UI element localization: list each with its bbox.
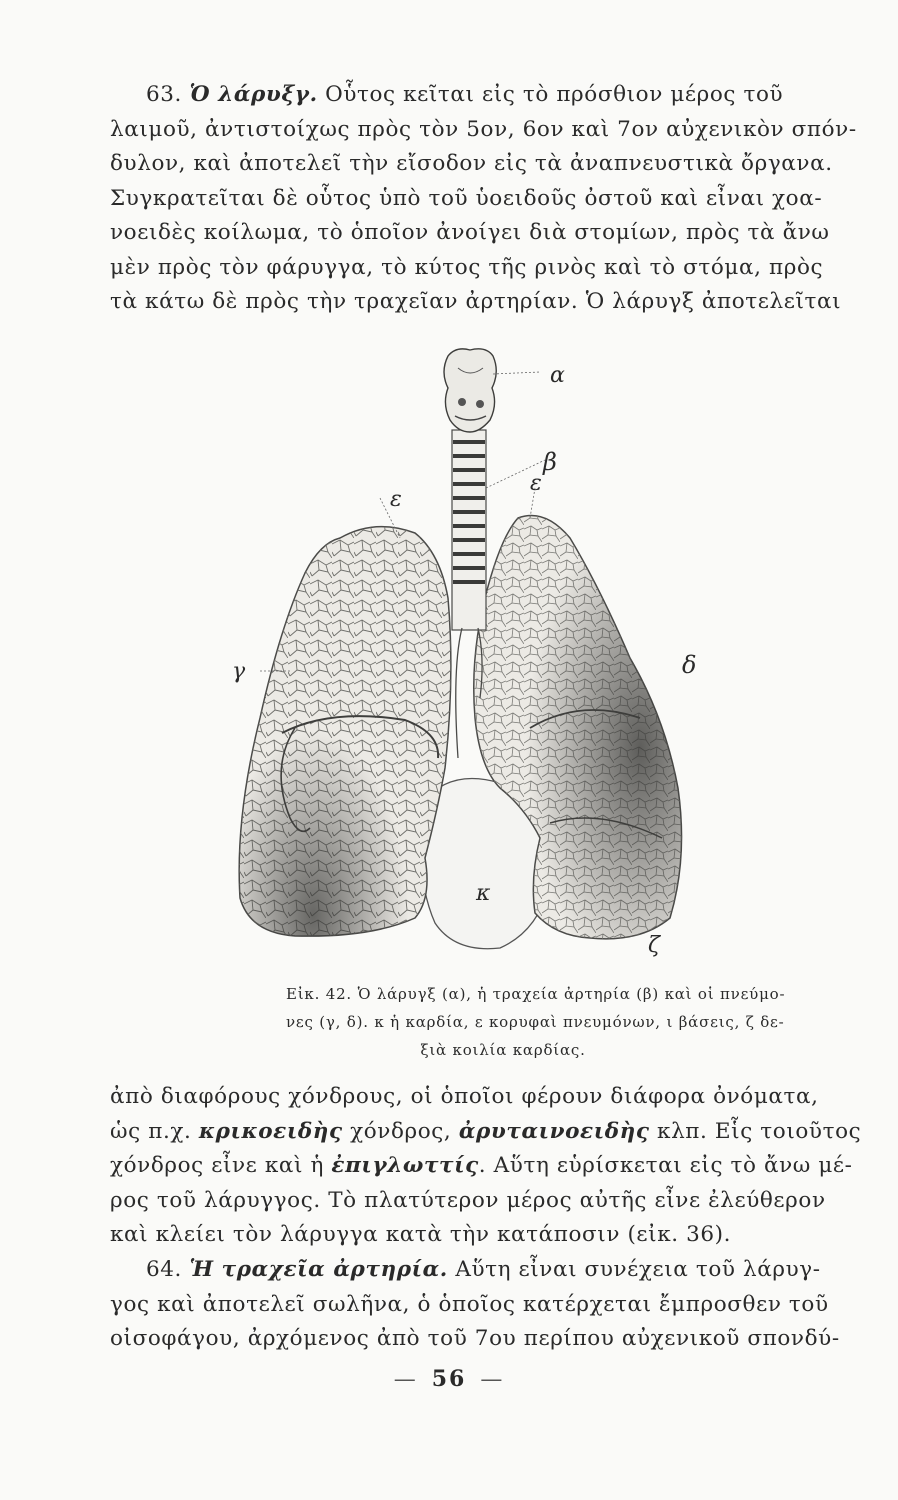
section-number: 64. bbox=[146, 1257, 182, 1282]
text-span: χόνδρος, bbox=[342, 1118, 459, 1144]
text-line: οἰσοφάγου, ἀρχόμενος ἀπὸ τοῦ 7ου περίπου αὐχενικοῦ σπονδύ- bbox=[110, 1326, 840, 1351]
text-line: καὶ κλείει τὸν λάρυγγα κατὰ τὴν κατάποσιν (εἰκ. 36). bbox=[110, 1222, 732, 1247]
text-span: κλπ. Εἷς τοιοῦτος bbox=[649, 1118, 862, 1144]
page-dash-right: — bbox=[480, 1367, 505, 1392]
label-epsilon-left: ε bbox=[390, 487, 402, 512]
page-number bbox=[0, 1366, 898, 1392]
label-epsilon-right: ε bbox=[530, 471, 542, 496]
caption-line: ξιὰ κοιλία καρδίας. bbox=[420, 1041, 586, 1059]
label-beta: β bbox=[543, 448, 557, 476]
label-alpha: α bbox=[550, 363, 565, 388]
term-arytenoid: ἀρυταινοειδὴς bbox=[458, 1118, 650, 1144]
left-lung bbox=[239, 527, 451, 937]
section-title: Ἡ τραχεῖα ἀρτηρία. bbox=[189, 1257, 448, 1282]
text-span: ὡς π.χ. bbox=[110, 1118, 199, 1144]
text-span: Αὕτη εἶναι συνέχεια τοῦ λάρυγ- bbox=[455, 1257, 821, 1282]
figure-caption bbox=[286, 980, 786, 1064]
text-line: τὰ κάτω δὲ πρὸς τὴν τραχεῖαν ἀρτηρίαν. Ὁ λάρυγξ ἀποτελεῖται bbox=[110, 289, 842, 314]
text-span: . Αὕτη εὑρίσκεται εἰς τὸ ἄνω μέ- bbox=[478, 1153, 853, 1178]
text-line bbox=[110, 1115, 862, 1150]
label-gamma: γ bbox=[232, 659, 246, 684]
page-dash-left: — bbox=[393, 1367, 418, 1392]
text-line: νοειδὲς κοίλωμα, τὸ ὁποῖον ἀνοίγει διὰ στομίων, πρὸς τὰ ἄνω bbox=[110, 220, 830, 245]
label-kappa: κ bbox=[476, 881, 491, 906]
text-line bbox=[110, 1253, 821, 1288]
text-line: μὲν πρὸς τὸν φάρυγγα, τὸ κύτος τῆς ρινὸς καὶ τὸ στόμα, πρὸς bbox=[110, 254, 824, 280]
section-63-paragraph bbox=[110, 78, 857, 320]
label-delta: δ bbox=[682, 651, 697, 679]
section-title: Ὁ λάρυξγ. bbox=[189, 82, 318, 107]
text-span: Οὗτος κεῖται εἰς τὸ πρόσθιον μέρος τοῦ bbox=[325, 82, 784, 107]
larynx bbox=[444, 349, 496, 432]
section-64-paragraph bbox=[110, 1253, 840, 1357]
text-line bbox=[110, 1149, 853, 1184]
text-line: ἀπὸ διαφόρους χόνδρους, οἱ ὁποῖοι φέρουν διάφορα ὀνόματα, bbox=[110, 1084, 819, 1109]
text-line: γος καὶ ἀποτελεῖ σωλῆνα, ὁ ὁποῖος κατέρχεται ἔμπροσθεν τοῦ bbox=[110, 1291, 829, 1317]
label-zeta: ζ bbox=[648, 933, 660, 958]
term-epiglottis: ἐπιγλωττίς bbox=[331, 1153, 479, 1178]
text-line: λαιμοῦ, ἀντιστοίχως πρὸς τὸν 5ον, 6ον καὶ 7ον αὐχενικὸν σπόν- bbox=[110, 116, 857, 142]
lungs-illustration bbox=[200, 338, 700, 958]
text-line: Συγκρατεῖται δὲ οὗτος ὑπὸ τοῦ ὑοειδοῦς ὀστοῦ καὶ εἶναι χοα- bbox=[110, 185, 823, 211]
text-span: χόνδρος εἶνε καὶ ἡ bbox=[110, 1153, 332, 1178]
text-line bbox=[110, 78, 816, 113]
caption-line: Εἰκ. 42. Ὁ λάρυγξ (α), ἡ τραχεία ἀρτηρία (β) καὶ οἱ πνεύμο- bbox=[286, 985, 786, 1003]
continuation-paragraph bbox=[110, 1080, 862, 1253]
page-number-value: 56 bbox=[431, 1366, 467, 1392]
caption-line: νες (γ, δ). κ ἡ καρδία, ε κορυφαὶ πνευμόνων, ι βάσεις, ζ δε- bbox=[286, 1013, 785, 1031]
section-number: 63. bbox=[146, 82, 182, 107]
term-cricoid: κρικοειδὴς bbox=[198, 1118, 343, 1144]
text-line: ρος τοῦ λάρυγγος. Τὸ πλατύτερον μέρος αὐτῆς εἶνε ἐλεύθερον bbox=[110, 1187, 826, 1213]
text-line: δυλον, καὶ ἀποτελεῖ τὴν εἴσοδον εἰς τὰ ἀναπνευστικὰ ὄργανα. bbox=[110, 151, 833, 176]
